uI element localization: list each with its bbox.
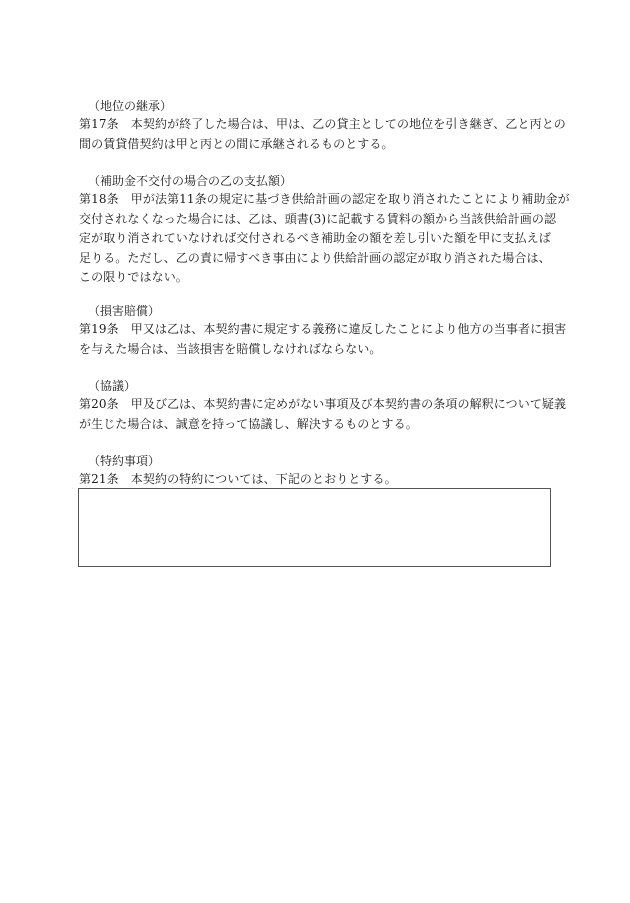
article-body bbox=[79, 115, 566, 154]
article-line: 定が取り消されていなければ交付されるべき補助金の額を差し引いた額を甲に支払えば bbox=[79, 231, 551, 245]
article-20 bbox=[79, 377, 567, 434]
article-body bbox=[79, 320, 567, 359]
article-line: 第21条 本契約の特約については、下記のとおりとする。 bbox=[79, 472, 397, 486]
article-heading: （地位の継承） bbox=[88, 99, 173, 113]
article-heading: （補助金不交付の場合の乙の支払額） bbox=[88, 174, 293, 188]
article-line: 交付されなくなった場合には、乙は、頭書(3)に記載する賃料の額から当該供給計画の認 bbox=[79, 211, 557, 226]
article-body bbox=[79, 190, 570, 288]
article-line: 第20条 甲及び乙は、本契約書に定めがない事項及び本契約書の条項の解釈について疑義 bbox=[79, 397, 567, 411]
article-line: 第17条 本契約が終了した場合は、甲は、乙の貸主としての地位を引き継ぎ、乙と丙との bbox=[79, 117, 566, 131]
article-line: 第19条 甲又は乙は、本契約書に規定する義務に違反したことにより他方の当事者に損害 bbox=[79, 322, 567, 336]
article-17 bbox=[79, 97, 566, 154]
article-19 bbox=[79, 302, 567, 359]
article-21 bbox=[79, 452, 557, 490]
article-line: 第18条 甲が法第11条の規定に基づき供給計画の認定を取り消されたことにより補助金が bbox=[79, 192, 570, 206]
article-heading: （損害賠償） bbox=[88, 304, 161, 318]
article-18 bbox=[79, 172, 570, 288]
article-line: を与えた場合は、当該損害を賠償しなければならない。 bbox=[79, 341, 382, 356]
article-line: 足りる。ただし、乙の責に帰すべき事由により供給計画の認定が取り消された場合は、 bbox=[79, 250, 551, 265]
article-heading: （協議） bbox=[88, 379, 137, 393]
article-body bbox=[79, 470, 557, 490]
article-line: が生じた場合は、誠意を持って協議し、解決するものとする。 bbox=[79, 416, 418, 431]
special-terms-box bbox=[78, 488, 551, 567]
article-line: 間の賃貸借契約は甲と丙との間に承継されるものとする。 bbox=[79, 136, 394, 151]
article-heading: （特約事項） bbox=[88, 454, 161, 468]
article-line: この限りではない。 bbox=[79, 270, 188, 284]
article-body bbox=[79, 395, 567, 434]
